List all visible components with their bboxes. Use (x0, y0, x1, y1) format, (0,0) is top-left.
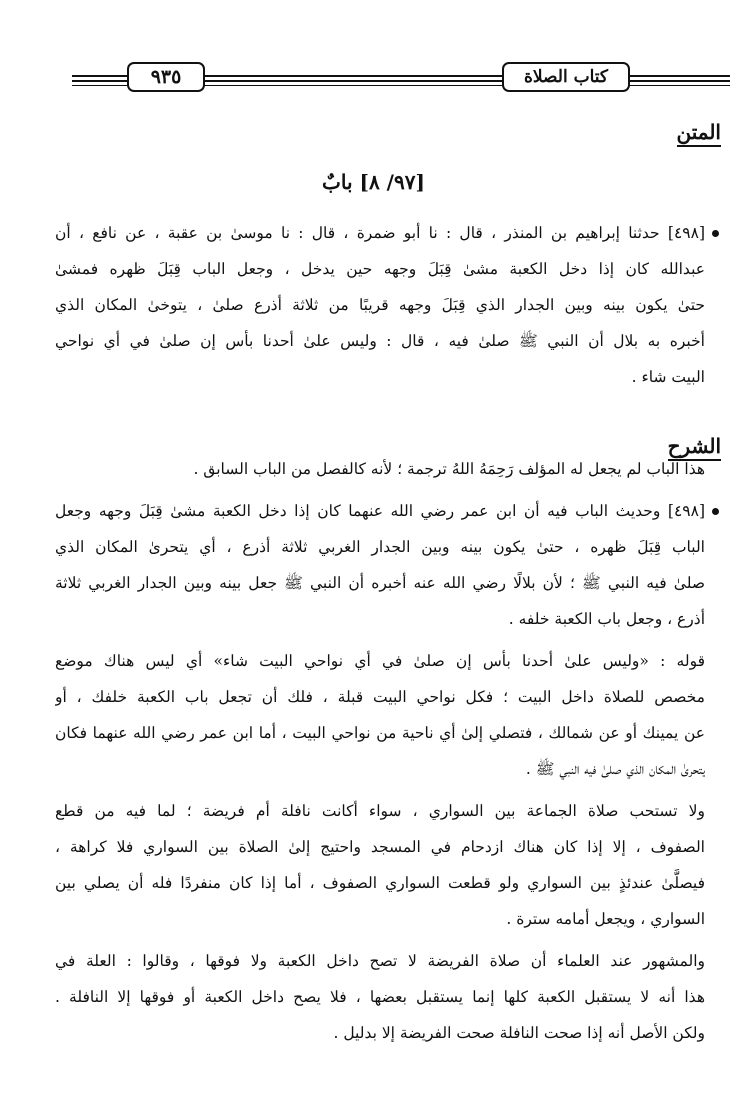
sharh-line: يتحرىٰ المكان الذي صلىٰ فيه النبي ﷺ . (525, 760, 705, 778)
sharh-line: مخصص للصلاة داخل البيت ؛ فكل نواحي البيت قبلة ، فلك أن تجعل باب الكعبة خلفك ، أو (55, 688, 705, 706)
book-title: كتاب الصلاة (502, 62, 630, 92)
hadith-line: حتىٰ يكون بينه وبين الجدار الذي قِبَلَ وجهه قريبًا من ثلاثة أذرع صلىٰ ، يتوخىٰ المكان الذي (55, 296, 705, 314)
hadith-line: [٤٩٨] حدثنا إبراهيم بن المنذر ، قال : نا أبو ضمرة ، قال : نا موسىٰ بن عقبة ، عن نافع ، أن (55, 224, 705, 242)
sharh-line: هذا الباب لم يجعل له المؤلف رَحِمَهُ اللهُ ترجمة ؛ لأنه كالفصل من الباب السابق . (193, 460, 705, 478)
sharh-line: السواري ، ويجعل أمامه سترة . (506, 910, 705, 928)
sharh-line: الصفوف ، إلا إذا كان هناك ازدحام في المسجد واحتيج إلىٰ الصلاة بين السواري فلا كراهة ، (55, 838, 705, 856)
sharh-line: هذا أنه لا يستقبل الكعبة كلها إنما يستقبل بعضها ، فلا يصح داخل الكعبة أو فوقها إلا النافلة . (55, 988, 705, 1006)
sharh-line: الباب قِبَلَ ظهره ، حتىٰ يكون بينه وبين الجدار الغربي ثلاثة أذرع ، أي يتحرىٰ المكان الذي (55, 538, 705, 556)
sharh-line: فيصلَّىٰ عندئذٍ بين السواري ولو قطعت السواري الصفوف ، أما إذا كان منفردًا فله أن يصلي بين (55, 874, 705, 892)
sharh-line: [٤٩٨] وحديث الباب فيه أن ابن عمر رضي الله عنهما كان إذا دخل الكعبة مشىٰ قِبَلَ وجهه وجعل (55, 502, 705, 520)
bab-heading: [٩٧/ ٨] بابٌ (322, 170, 425, 194)
hadith-line: أخبره به بلال أن النبي ﷺ صلىٰ فيه ، قال : وليس علىٰ أحدنا بأس إن صلىٰ في أي نواحي (55, 332, 705, 350)
sharh-line: ولكن الأصل أنه إذا صحت النافلة صحت الفريضة إلا بدليل . (333, 1024, 705, 1042)
hadith-line: البيت شاء . (631, 368, 705, 386)
sharh-line: قوله : «وليس علىٰ أحدنا بأس إن صلىٰ في أي نواحي البيت شاء» أي ليس هناك موضع (55, 652, 705, 670)
page-number: ٩٣٥ (127, 62, 205, 92)
matn-section-label: المتن (677, 120, 721, 147)
sharh-line: والمشهور عند العلماء أن صلاة الفريضة لا تصح داخل الكعبة ولا فوقها ، وقالوا : العلة في (55, 952, 705, 970)
bullet-icon (712, 230, 719, 237)
sharh-line: ولا تستحب صلاة الجماعة بين السواري ، سواء أكانت نافلة أم فريضة ؛ لما فيه من قطع (55, 802, 705, 820)
bullet-icon (712, 508, 719, 515)
sharh-line: عن يمينك أو عن شمالك ، فتصلي إلىٰ أي ناحية من نواحي البيت ، أما ابن عمر رضي الله عنهما فكان (55, 724, 705, 742)
sharh-line: أذرع ، وجعل باب الكعبة خلفه . (508, 610, 705, 628)
sharh-section-label: الشرح (668, 434, 721, 461)
hadith-line: عبدالله كان إذا دخل الكعبة مشىٰ قِبَلَ وجهه حين يدخل ، وجعل الباب قِبَلَ ظهره فمشىٰ (55, 260, 705, 278)
sharh-line: صلىٰ فيه النبي ﷺ ؛ لأن بلالًا رضي الله عنه أخبره أن النبي ﷺ جعل بينه وبين الجدار الغربي ثلاثة (55, 574, 705, 592)
page-header (72, 56, 730, 96)
